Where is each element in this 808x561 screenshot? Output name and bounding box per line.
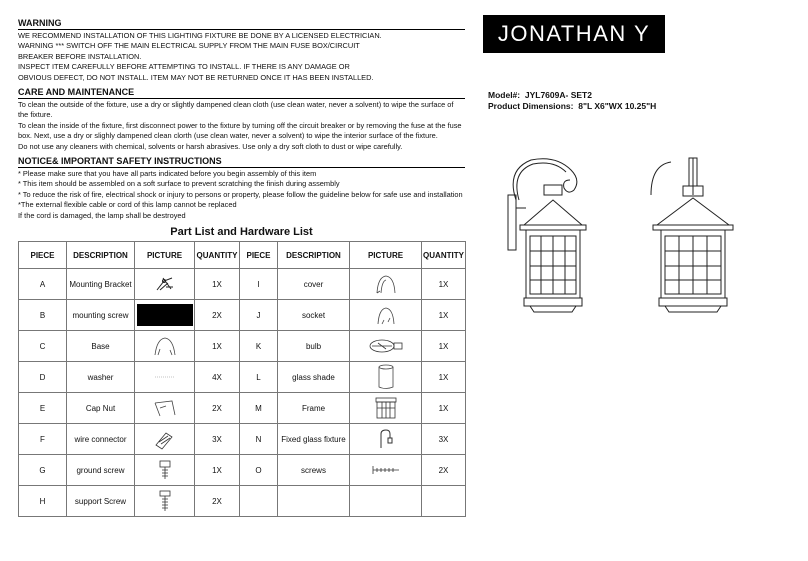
- description-cell: Fixed glass fixture: [278, 424, 350, 455]
- picture-cell: [135, 362, 195, 393]
- notice-line: If the cord is damaged, the lamp shall be destroyed: [18, 210, 186, 220]
- description-cell: wire connector: [67, 424, 135, 455]
- care-heading: CARE AND MAINTENANCE: [18, 87, 465, 99]
- table-row: [19, 455, 466, 486]
- description-cell: washer: [67, 362, 135, 393]
- description-cell: screws: [278, 455, 350, 486]
- bulb-icon: [350, 338, 421, 354]
- quantity-cell: 1X: [195, 455, 240, 486]
- picture-cell: [350, 424, 422, 455]
- quantity-cell: 1X: [422, 269, 466, 300]
- picture-cell: [350, 300, 422, 331]
- lantern-front-view-icon: [651, 158, 733, 312]
- instructions-column: [18, 18, 465, 517]
- warning-text: [18, 31, 465, 83]
- picture-cell: [135, 331, 195, 362]
- notice-line: *The external flexible cable or cord of this lamp cannot be replaced: [18, 200, 237, 210]
- quantity-cell: [422, 486, 466, 517]
- table-row: [19, 424, 466, 455]
- header-piece: PIECE: [19, 242, 67, 269]
- header-quantity: QUANTITY: [422, 242, 466, 269]
- quantity-cell: 1X: [422, 393, 466, 424]
- quantity-cell: 3X: [195, 424, 240, 455]
- description-cell: cover: [278, 269, 350, 300]
- base-icon: [135, 335, 194, 357]
- product-dimensions: [488, 101, 656, 112]
- picture-cell: [350, 331, 422, 362]
- notices-heading: NOTICE& IMPORTANT SAFETY INSTRUCTIONS: [18, 156, 465, 168]
- quantity-cell: 1X: [422, 331, 466, 362]
- warning-line: WARNING *** SWITCH OFF THE MAIN ELECTRICAL SUPPLY FROM THE MAIN FUSE BOX/CIRCUIT: [18, 41, 360, 51]
- table-row: [19, 393, 466, 424]
- quantity-cell: 1X: [422, 362, 466, 393]
- quantity-cell: 4X: [195, 362, 240, 393]
- lantern-illustrations: [486, 150, 766, 325]
- warning-line: OBVIOUS DEFECT, DO NOT INSTALL. ITEM MAY NOT BE RETURNED ONCE IT HAS BEEN INSTALLED.: [18, 72, 374, 82]
- parts-table-body: [19, 269, 466, 517]
- model-label: Model#:: [488, 90, 521, 100]
- notice-line: * To reduce the risk of fire, electrical shock or injury to persons or property, please follow the guideline below for safe use and installation: [18, 189, 463, 199]
- notice-line: * Please make sure that you have all parts indicated before you begin assembly of this item: [18, 169, 317, 179]
- picture-cell: [135, 269, 195, 300]
- header-picture: PICTURE: [350, 242, 422, 269]
- bracket-icon: [135, 275, 194, 293]
- header-description: DESCRIPTION: [67, 242, 135, 269]
- care-line: To clean the outside of the fixture, use a dry or slightly dampened clean cloth (use clean water, never a solvent) to wipe the surface of the fixture.: [18, 100, 454, 120]
- notice-line: * This item should be assembled on a soft surface to prevent scratching the finish during assembly: [18, 179, 340, 189]
- piece-cell: B: [19, 300, 67, 331]
- table-row: [19, 331, 466, 362]
- table-header-row: [19, 242, 466, 269]
- piece-cell: H: [19, 486, 67, 517]
- quantity-cell: 2X: [195, 300, 240, 331]
- wire-connector-icon: [135, 427, 194, 451]
- description-cell: socket: [278, 300, 350, 331]
- picture-cell: [135, 455, 195, 486]
- description-cell: Frame: [278, 393, 350, 424]
- description-cell: Base: [67, 331, 135, 362]
- header-piece: PIECE: [240, 242, 278, 269]
- piece-cell: F: [19, 424, 67, 455]
- frame-icon: [350, 395, 421, 421]
- picture-cell: [135, 393, 195, 424]
- care-text: [18, 100, 465, 152]
- description-cell: bulb: [278, 331, 350, 362]
- care-line: To clean the inside of the fixture, first disconnect power to the fixture by turning off the circuit breaker or by removing the fuse at the fuse box. Next, use a dry or slighly dampened clean clorth (use clean water, never a solvent) to wipe the interior surface of the fixture.: [18, 120, 462, 141]
- table-row: [19, 362, 466, 393]
- piece-cell: J: [240, 300, 278, 331]
- quantity-cell: 2X: [422, 455, 466, 486]
- quantity-cell: 3X: [422, 424, 466, 455]
- description-cell: [278, 486, 350, 517]
- notices-text: [18, 169, 465, 221]
- model-value: JYL7609A- SET2: [524, 90, 592, 100]
- hook-icon: [350, 428, 421, 450]
- picture-cell: [350, 269, 422, 300]
- piece-cell: K: [240, 331, 278, 362]
- description-cell: ground screw: [67, 455, 135, 486]
- quantity-cell: 2X: [195, 486, 240, 517]
- piece-cell: E: [19, 393, 67, 424]
- cover-icon: [350, 273, 421, 295]
- piece-cell: D: [19, 362, 67, 393]
- picture-cell: [135, 486, 195, 517]
- care-line: Do not use any cleaners with chemical, solvents or harsh abrasives. Use only a dry soft cloth to dust or wipe carefully.: [18, 141, 403, 151]
- quantity-cell: 1X: [195, 269, 240, 300]
- piece-cell: L: [240, 362, 278, 393]
- picture-cell: [350, 393, 422, 424]
- description-cell: glass shade: [278, 362, 350, 393]
- socket-icon: [350, 304, 421, 326]
- picture-cell: [350, 455, 422, 486]
- piece-cell: N: [240, 424, 278, 455]
- parts-table: [18, 241, 466, 517]
- description-cell: Mounting Bracket: [67, 269, 135, 300]
- table-row: [19, 269, 466, 300]
- quantity-cell: 1X: [422, 300, 466, 331]
- washer-icon: [135, 373, 194, 381]
- picture-cell: [350, 486, 422, 517]
- model-number: [488, 90, 656, 101]
- redacted-block: [135, 302, 194, 328]
- header-picture: PICTURE: [135, 242, 195, 269]
- quantity-cell: 2X: [195, 393, 240, 424]
- glass-shade-icon: [350, 363, 421, 391]
- piece-cell: I: [240, 269, 278, 300]
- model-info: [488, 90, 656, 112]
- description-cell: Cap Nut: [67, 393, 135, 424]
- quantity-cell: 1X: [195, 331, 240, 362]
- piece-cell: M: [240, 393, 278, 424]
- piece-cell: A: [19, 269, 67, 300]
- table-row: [19, 486, 466, 517]
- warning-heading: WARNING: [18, 18, 465, 30]
- piece-cell: G: [19, 455, 67, 486]
- piece-cell: C: [19, 331, 67, 362]
- warning-line: INSPECT ITEM CAREFULLY BEFORE ATTEMPTING TO INSTALL. IF THERE IS ANY DAMAGE OR: [18, 62, 350, 72]
- lantern-side-view-icon: [508, 159, 586, 312]
- piece-cell: [240, 486, 278, 517]
- cap-nut-icon: [135, 398, 194, 418]
- dims-label: Product Dimensions:: [488, 101, 574, 111]
- screws-icon: [350, 463, 421, 477]
- picture-cell: [350, 362, 422, 393]
- table-row: [19, 300, 466, 331]
- parts-table-title: Part List and Hardware List: [170, 226, 313, 239]
- description-cell: mounting screw: [67, 300, 135, 331]
- picture-cell: [135, 424, 195, 455]
- brand-logo: JONATHAN Y: [483, 15, 665, 53]
- header-description: DESCRIPTION: [278, 242, 350, 269]
- picture-cell: [135, 300, 195, 331]
- header-quantity: QUANTITY: [195, 242, 240, 269]
- warning-line: WE RECOMMEND INSTALLATION OF THIS LIGHTING FIXTURE BE DONE BY A LICENSED ELECTRICIAN.: [18, 31, 382, 40]
- dims-value: 8"L X6"WX 10.25"H: [578, 101, 657, 111]
- warning-line: BREAKER BEFORE INSTALLATION.: [18, 51, 142, 61]
- ground-screw-icon: [135, 459, 194, 481]
- description-cell: support Screw: [67, 486, 135, 517]
- piece-cell: O: [240, 455, 278, 486]
- support-screw-icon: [135, 489, 194, 513]
